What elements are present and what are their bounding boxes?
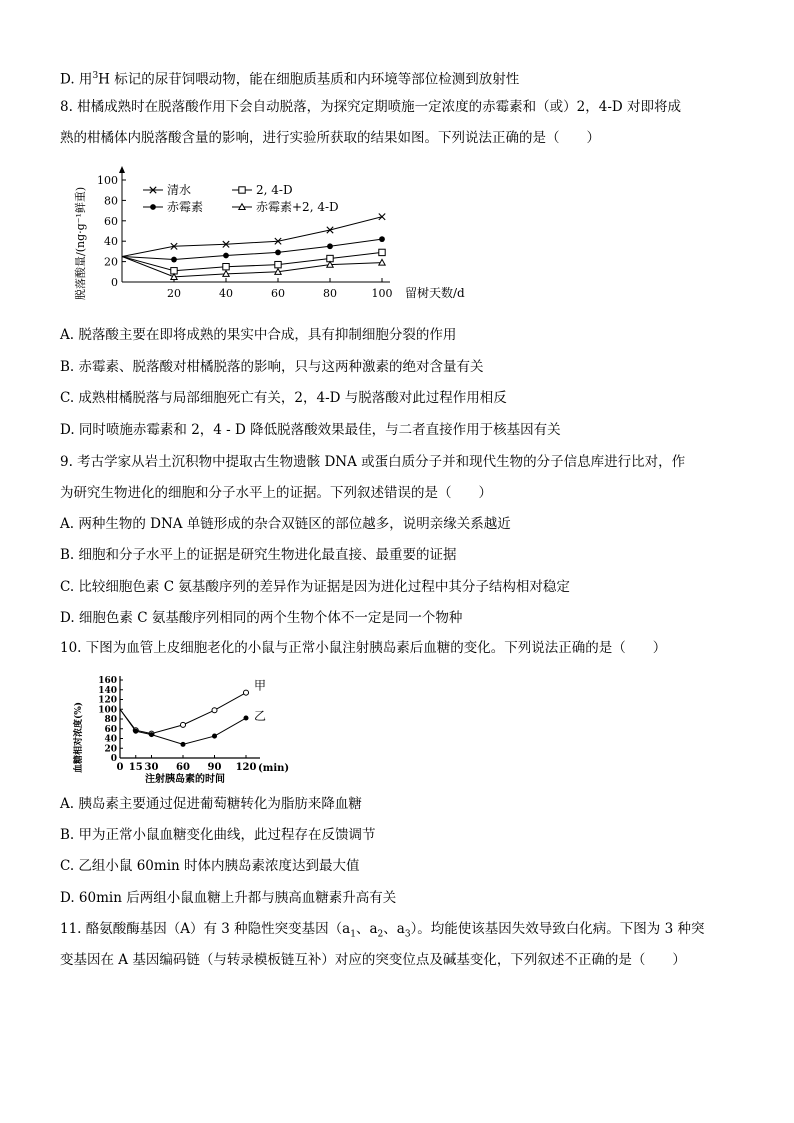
chart1-series-line <box>122 252 382 270</box>
chart2-point <box>149 732 154 737</box>
chart2-series-label: 乙 <box>254 709 267 724</box>
q9-option-a: A. 两种生物的 DNA 单链形成的杂合双链区的部位越多，说明亲缘关系越近 <box>60 516 511 532</box>
q10-option-b: B. 甲为正常小鼠血糖变化曲线，此过程存在反馈调节 <box>60 827 376 843</box>
chart1-series-line <box>122 217 382 257</box>
chart1-point <box>171 257 177 263</box>
q8-stem-line2: 熟的柑橘体内脱落酸含量的影响，进行实验所获取的结果如图。下列说法正确的是（ ） <box>60 130 600 146</box>
chart1-y-tick-label: 80 <box>104 194 118 208</box>
q8-option-a: A. 脱落酸主要在即将成熟的果实中合成，具有抑制细胞分裂的作用 <box>60 327 457 343</box>
chart2-x-tick-label: 90 <box>207 762 222 773</box>
chart2-y-tick-label: 160 <box>98 676 117 686</box>
q9-stem-line2: 为研究生物进化的细胞和分子水平上的证据。下列叙述错误的是（ ） <box>60 485 492 501</box>
chart1-x-tick-label: 20 <box>167 287 181 300</box>
q10-option-c: C. 乙组小鼠 60min 时体内胰岛素浓度达到最大值 <box>60 858 360 874</box>
chart1-point <box>223 253 229 259</box>
q9-stem-line1: 9. 考古学家从岩土沉积物中提取古生物遗骸 DNA 或蛋白质分子并和现代生物的分子信息库进行比对，作 <box>60 454 686 470</box>
chart1-legend-marker <box>150 204 156 210</box>
chart2-y-tick-label: 0 <box>110 754 117 764</box>
chart2-xlabel: 注射胰岛素的时间 <box>145 774 225 785</box>
chart1-y-arrow <box>119 166 125 173</box>
chart1-legend-label: 清水 <box>167 183 192 197</box>
chart2-point <box>133 729 138 734</box>
chart1-x-tick-label: 100 <box>371 287 393 300</box>
chart2-xunit: (min) <box>258 763 290 774</box>
chart1-point <box>327 243 333 249</box>
chart2-series-label: 甲 <box>254 678 267 693</box>
chart1-y-tick-label: 40 <box>104 235 118 249</box>
chart1-y-tick-label: 0 <box>111 276 118 289</box>
chart2-point <box>212 708 217 713</box>
chart2-x-tick-label: 30 <box>144 762 159 773</box>
blood-glucose-chart <box>60 670 310 785</box>
chart2-y-tick-label: 80 <box>104 715 117 725</box>
chart2-y-tick-label: 60 <box>104 724 117 735</box>
chart1-ylabel: 脱落酸量/(ng·g⁻¹鲜重) <box>74 186 87 300</box>
chart1-point <box>275 250 281 256</box>
q9-option-c: C. 比较细胞色素 C 氨基酸序列的差异作为证据是因为进化过程中其分子结构相对稳定 <box>60 579 570 595</box>
q8-option-c: C. 成熟柑橘脱落与局部细胞死亡有关，2，4-D 与脱落酸对此过程作用相反 <box>60 390 507 406</box>
chart2-ylabel: 血糖相对浓度(%) <box>74 701 84 773</box>
abscisic-acid-chart <box>60 160 480 310</box>
chart2-x-tick-label: 120 <box>235 762 257 773</box>
chart2-y-tick-label: 140 <box>98 685 117 696</box>
chart2-point <box>243 690 248 695</box>
chart1-legend-label: 赤霉素+2, 4-D <box>256 200 339 214</box>
q8-stem-line1: 8. 柑橘成熟时在脱落酸作用下会自动脱落，为探究定期喷施一定浓度的赤霉素和（或）2，4-D 对即将成 <box>60 99 682 115</box>
chart1-point <box>379 236 385 242</box>
chart1-y-tick-label: 60 <box>104 214 118 228</box>
chart2-y-tick-label: 20 <box>104 744 117 755</box>
q7-option-d: D. 用$^3$H 标记的尿苷饲喂动物，能在细胞质基质和内环境等部位检测到放射性 <box>60 71 520 88</box>
chart2-y-tick-label: 120 <box>98 695 117 706</box>
chart1-xlabel: 留树天数/d <box>405 286 465 300</box>
chart2-x-tick-label: 15 <box>128 762 143 773</box>
chart2-point <box>243 716 248 721</box>
chart1-y-tick-label: 100 <box>97 174 118 187</box>
chart1-legend-label: 赤霉素 <box>167 200 204 214</box>
chart1-x-tick-label: 80 <box>323 287 337 300</box>
chart1-x-tick-label: 40 <box>219 287 233 300</box>
chart1-point <box>275 261 281 267</box>
q11-stem-line1: 11. 酪氨酸酶基因（A）有 3 种隐性突变基因（$a_1$、$a_2$、$a_3$）。均能使该基因失效导致白化病。下图为 3 种突 <box>60 921 705 940</box>
chart1-point <box>223 264 229 270</box>
q9-option-d: D. 细胞色素 C 氨基酸序列相同的两个生物个体不一定是同一个物种 <box>60 610 463 626</box>
chart1-series-line <box>122 239 382 259</box>
chart2-point <box>180 722 185 727</box>
chart2-x-tick-label: 60 <box>176 762 190 773</box>
chart1-point <box>379 214 385 220</box>
q10-option-a: A. 胰岛素主要通过促进葡萄糖转化为脂肪来降血糖 <box>60 796 362 812</box>
chart1-x-tick-label: 60 <box>271 287 285 300</box>
chart1-legend-label: 2, 4-D <box>256 183 293 197</box>
chart2-point <box>212 734 217 739</box>
q9-option-b: B. 细胞和分子水平上的证据是研究生物进化最直接、最重要的证据 <box>60 547 457 563</box>
chart2-point <box>180 742 185 747</box>
chart1-point <box>379 249 385 255</box>
chart2-y-tick-label: 40 <box>104 734 117 745</box>
q8-option-b: B. 赤霉素、脱落酸对柑橘脱落的影响，只与这两种激素的绝对含量有关 <box>60 359 484 375</box>
q8-option-d: D. 同时喷施赤霉素和 2，4 - D 降低脱落酸效果最佳，与二者直接作用于核基因有关 <box>60 422 561 438</box>
chart2-y-tick-label: 100 <box>98 705 117 716</box>
chart2-x-tick-label: 0 <box>116 762 124 773</box>
chart1-y-tick-label: 20 <box>104 255 118 269</box>
q11-stem-line2: 变基因在 A 基因编码链（与转录模板链互补）对应的突变位点及碱基变化，下列叙述不正确的是（ ） <box>60 952 686 968</box>
q10-stem: 10. 下图为血管上皮细胞老化的小鼠与正常小鼠注射胰岛素后血糖的变化。下列说法正确的是（ ） <box>60 640 667 656</box>
chart1-legend-marker <box>239 187 245 193</box>
q10-option-d: D. 60min 后两组小鼠血糖上升都与胰高血糖素升高有关 <box>60 890 397 906</box>
